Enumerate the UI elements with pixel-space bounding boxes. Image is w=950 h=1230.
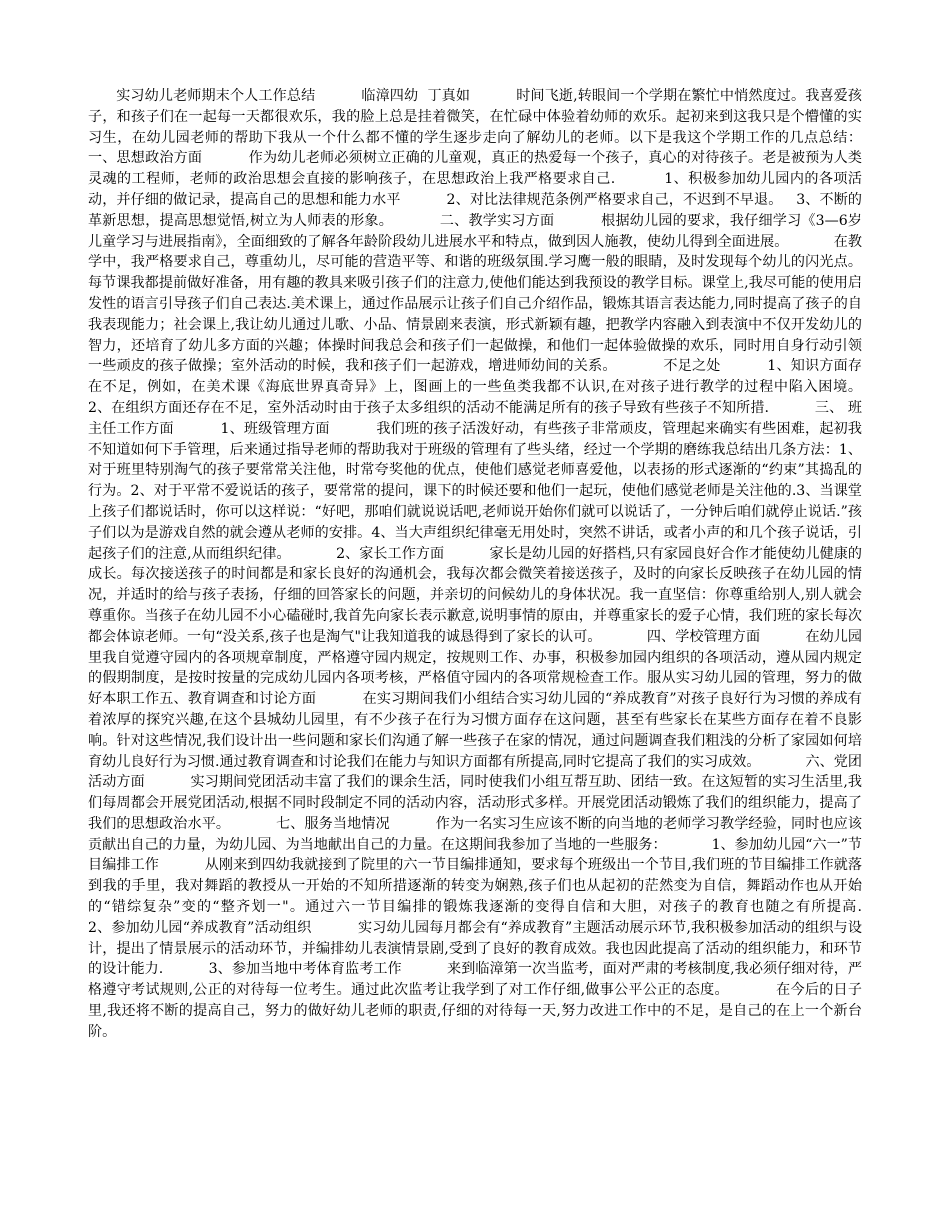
document-page	[88, 86, 907, 1166]
document-body-text: 实习幼儿老师期末个人工作总结 临漳四幼 丁真如 时间飞逝,转眼间一个学期在繁忙中悄然度过。我喜爱孩子，和孩子们在一起每一天都很欢乐，我的脸上总是挂着微笑，在忙碌中体验着幼师的欢乐。起初来到这我只是个懵懂的实习生，在幼儿园老师的帮助下我从一个什么都不懂的学生逐步走向了解幼儿的老师。以下是我这个学期工作的几点总结： 一、思想政治方面 作为幼儿老师必须树立正确的儿童观，真正的热爱每一个孩子，真心的对待孩子。老是被预为人类灵魂的工程师，老师的政治思想会直接的影响孩子，在思想政治上我严格要求自己. 1、积极参加幼儿园内的各项活动，并仔细的做记录，提高自己的思想和能力水平 2、对比法律规范条例严格要求自己，不迟到不早退。 3、不断的革新思想，提高思想觉悟,树立为人师表的形象。 二、教学实习方面 根据幼儿园的要求，我仔细学习《3—6岁儿童学习与进展指南》，全面细致的了解各年龄阶段幼儿进展水平和特点，做到因人施教，使幼儿得到全面进展。 在教学中，我严格要求自己，尊重幼儿，尽可能的营造平等、和谐的班级氛围.学习鹰一般的眼睛，及时发现每个幼儿的闪光点。每节课我都提前做好准备，用有趣的教具来吸引孩子们的注意力,使他们能达到我预设的教学目标。课堂上,我尽可能的使用启发性的语言引导孩子们自己表达.美术课上，通过作品展示让孩子们自己介绍作品，锻炼其语言表达能力,同时提高了孩子的自我表现能力；社会课上,我让幼儿通过儿歌、小品、情景剧来表演，形式新颖有趣，把教学内容融入到表演中不仅开发幼儿的智力，还培育了幼儿多方面的兴趣；体操时间我总会和孩子们一起做操，和他们一起体验做操的欢乐，同时用自身行动引领一些顽皮的孩子做操；室外活动的时候，我和孩子们一起游戏，增进师幼间的关系。 不足之处 1、知识方面存在不足，例如，在美术课《海底世界真奇异》上，图画上的一些鱼类我都不认识,在对孩子进行教学的过程中陷入困境。 2、在组织方面还存在不足，室外活动时由于孩子太多组织的活动不能满足所有的孩子导致有些孩子不知所措. 三、 班主任工作方面 1、班级管理方面 我们班的孩子活泼好动，有些孩子非常顽皮，管理起来确实有些困难，起初我不知道如何下手管理，后来通过指导老师的帮助我对于班级的管理有了些头绪，经过一个学期的磨练我总结出几条方法：1、对于班里特别淘气的孩子要常常关注他，时常夸奖他的优点，使他们感觉老师喜爱他，以表扬的形式逐渐的“约束”其捣乱的行为。2、对于平常不爱说话的孩子，要常常的提问，课下的时候还要和他们一起玩，使他们感觉老师是关注他的.3、当课堂上孩子们都说话时，你可以这样说：“好吧，那咱们就说说话吧,老师说开始你们就可以说话了，一分钟后咱们就停止说话.”孩子们以为是游戏自然的就会遵从老师的安排。4、当大声组织纪律毫无用处时，突然不讲话，或者小声的和几个孩子说话，引起孩子们的注意,从而组织纪律。 2、家长工作方面 家长是幼儿园的好搭档,只有家园良好合作才能使幼儿健康的成长。每次接送孩子的时间都是和家长良好的沟通机会，我每次都会微笑着接送孩子，及时的向家长反映孩子在幼儿园的情况，并适时的给与孩子表扬，仔细的回答家长的问题，并亲切的问候幼儿的身体状况。我一直坚信：你尊重给别人,别人就会尊重你。当孩子在幼儿园不小心磕碰时,我首先向家长表示歉意,说明事情的原由，并尊重家长的爱子心情，我们班的家长每次都会体谅老师。一句“没关系,孩子也是淘气"让我知道我的诚恳得到了家长的认可。 四、学校管理方面 在幼儿园里我自觉遵守园内的各项规章制度，严格遵守园内规定，按规则工作、办事，积极参加园内组织的各项活动，遵从园内规定的假期制度，是按时按量的完成幼儿园内各项考核，严格值守园内的各项常规检查工作。服从实习幼儿园的管理，努力的做好本职工作五、教育调查和讨论方面 在实习期间我们小组结合实习幼儿园的“养成教育”对孩子良好行为习惯的养成有着浓厚的探究兴趣,在这个县城幼儿园里，有不少孩子在行为习惯方面存在这问题，甚至有些家长在某些方面存在着不良影响。针对这些情况,我们设计出一些问题和家长们沟通了解一些孩子在家的情况，通过问题调查我们粗浅的分析了家园如何培育幼儿良好行为习惯.通过教育调查和讨论我们在能力与知识方面都有所提高,同时它提高了我们的实习成效。 六、党团活动方面 实习期间党团活动丰富了我们的课余生活，同时使我们小组互帮互助、团结一致。在这短暂的实习生活里,我们每周都会开展党团活动,根据不同时段制定不同的活动内容，活动形式多样。开展党团活动锻炼了我们的组织能力，提高了我们的思想政治水平。 七、服务当地情况 作为一名实习生应该不断的向当地的老师学习教学经验，同时也应该贡献出自己的力量，为幼儿园、为当地献出自己的力量。在这期间我参加了当地的一些服务： 1、参加幼儿园“六一”节目编排工作 从刚来到四幼我就接到了院里的六一节目编排通知，要求每个班级出一个节目,我们班的节目编排工作就落到我的手里，我对舞蹈的教授从一开始的不知所措逐渐的转变为娴熟,孩子们也从起初的茫然变为自信，舞蹈动作也从开始的“错综复杂”变的“整齐划一"。通过六一节目编排的锻炼我逐渐的变得自信和大胆，对孩子的教育也随之有所提高. 2、参加幼儿园“养成教育”活动组织 实习幼儿园每月都会有“养成教育”主题活动展示环节,我积极参加活动的组织与设计，提出了情景展示的活动环节，并编排幼儿表演情景剧,受到了良好的教育成效。我也因此提高了活动的组织能力，和环节的设计能力. 3、参加当地中考体育监考工作 来到临漳第一次当监考，面对严肃的考核制度,我必须仔细对待，严格遵守考试规则,公正的对待每一位考生。通过此次监考让我学到了对工作仔细,做事公平公正的态度。 在今后的日子里,我还将不断的提高自己，努力的做好幼儿老师的职责,仔细的对待每一天,努力改进工作中的不足，是自己的在上一个新台阶。	[88, 88, 907, 1040]
